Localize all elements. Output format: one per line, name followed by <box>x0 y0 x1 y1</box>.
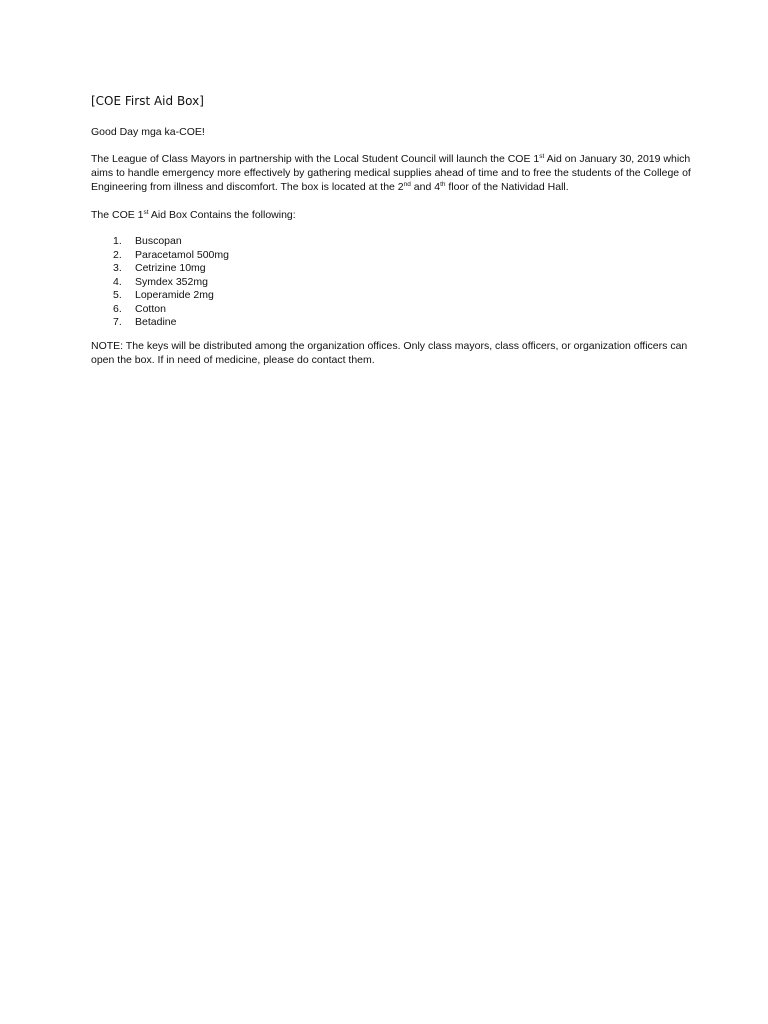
note-paragraph: NOTE: The keys will be distributed among the organization offices. Only class mayors, class officers, or organization officers can open the box. If in need of medicine, please do contact them. <box>91 339 688 366</box>
list-item <box>91 303 691 317</box>
list-item-label: Symdex 352mg <box>135 275 208 288</box>
list-item-number: 2. <box>113 248 122 261</box>
intro-paragraph <box>91 152 691 194</box>
list-item-number: 1. <box>113 235 122 247</box>
list-item <box>91 249 691 263</box>
list-item <box>91 316 691 330</box>
list-item <box>91 276 691 290</box>
list-item-label: Paracetamol 500mg <box>135 248 229 261</box>
greeting-text: Good Day mga ka-COE! <box>91 126 205 138</box>
list-intro-text-1: The COE 1 <box>91 209 144 221</box>
list-item-label: Loperamide 2mg <box>135 289 214 301</box>
document-body <box>91 93 691 367</box>
intro-text-2: Aid on January 30, 2019 which aims to handle emergency more effectively by gathering medical supplies ahead of time and to free the students of the College of Engineering from illness and discomfort. The box is located at the 2 <box>91 153 691 193</box>
list-item-label: Cetrizine 10mg <box>135 262 206 274</box>
list-item <box>91 289 691 303</box>
list-intro-text-2: Aid Box Contains the following: <box>148 209 296 221</box>
list-item <box>91 235 691 249</box>
list-intro-sup: st <box>143 209 149 216</box>
intro-sup-3: th <box>440 181 446 188</box>
intro-sup-1: st <box>539 153 545 160</box>
supply-list <box>91 235 691 330</box>
intro-text-4: floor of the Natividad Hall. <box>445 181 569 193</box>
list-item-label: Cotton <box>135 302 166 315</box>
list-intro-text <box>91 208 691 222</box>
list-item-number: 3. <box>113 262 122 274</box>
list-item-number: 6. <box>113 302 122 315</box>
intro-text-1: The League of Class Mayors in partnership with the Local Student Council will launch the COE 1 <box>91 153 540 165</box>
list-item-label: Buscopan <box>135 235 182 247</box>
intro-sup-2: nd <box>403 181 411 188</box>
list-item-number: 7. <box>113 316 122 328</box>
list-item-number: 4. <box>113 275 122 288</box>
list-item-label: Betadine <box>135 316 177 328</box>
list-item-number: 5. <box>113 289 122 301</box>
document-title: [COE First Aid Box] <box>91 94 204 108</box>
list-item <box>91 262 691 276</box>
intro-text-3: and 4 <box>410 181 441 193</box>
